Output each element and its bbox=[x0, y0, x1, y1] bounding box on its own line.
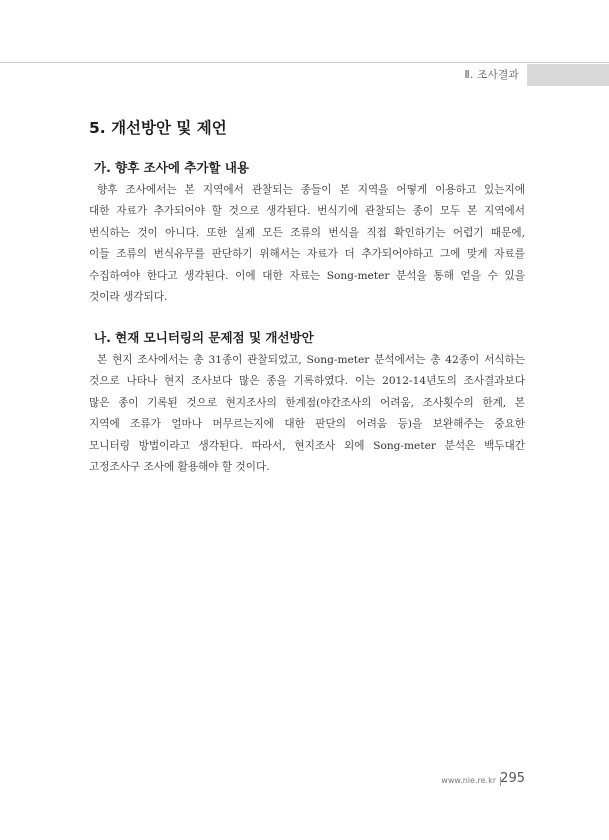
text-line: 지역에 조류가 얼마나 머무르는지에 대한 판단의 어려움 등)을 보완해주는 중요한 bbox=[89, 418, 525, 431]
text-line: 향후 조사에서는 본 지역에서 관찰되는 종들이 본 지역을 어떻게 이용하고 있는지에 bbox=[97, 184, 525, 196]
text-line: 본 현지 조사에서는 총 31종이 관찰되었고, Song-meter 분석에서는 총 42종이 서식하는 bbox=[97, 354, 525, 366]
text-line: 많은 종이 기록된 것으로 현지조사의 한계점(야간조사의 어려움, 조사횟수의 한계, 본 bbox=[89, 396, 525, 409]
text-line: 대한 자료가 추가되어야 할 것으로 생각된다. 번식기에 관찰되는 종이 모두 본 지역에서 bbox=[89, 205, 525, 218]
subsection-title: 나. 현재 모니터링의 문제점 및 개선방안 bbox=[94, 330, 314, 345]
footer-url: www.nie.re.kr bbox=[441, 776, 496, 785]
subsection-title: 가. 향후 조사에 추가할 내용 bbox=[94, 160, 249, 175]
header-rule bbox=[0, 62, 609, 63]
text-line: 고정조사구 조사에 활용해야 할 것이다. bbox=[89, 460, 270, 473]
paragraph bbox=[89, 350, 525, 478]
text-line: 모니터링 방법이라고 생각된다. 따라서, 현지조사 외에 Song-meter 분석은 백두대간 bbox=[89, 439, 525, 452]
header-tab bbox=[527, 64, 609, 86]
section-title: 5. 개선방안 및 제언 bbox=[89, 119, 227, 137]
text-line: 수집하여야 한다고 생각된다. 이에 대한 자료는 Song-meter 분석을 통해 얻을 수 있을 bbox=[89, 269, 525, 282]
running-header: Ⅱ. 조사결과 bbox=[464, 69, 519, 81]
text-line: 것이라 생각되다. bbox=[89, 290, 168, 303]
text-line: 번식하는 것이 아니다. 또한 실제 모든 조류의 번식을 직접 확인하기는 어렵기 때문에, bbox=[89, 226, 525, 239]
text-line: 이들 조류의 번식유무를 판단하기 위해서는 자료가 더 추가되어야하고 그에 맞게 자료를 bbox=[89, 248, 525, 261]
text-line: 것으로 나타나 현지 조사보다 많은 종을 기록하였다. 이는 2012-14년도의 조사결과보다 bbox=[89, 375, 525, 388]
page-number: 295 bbox=[500, 771, 525, 786]
paragraph bbox=[89, 180, 525, 308]
